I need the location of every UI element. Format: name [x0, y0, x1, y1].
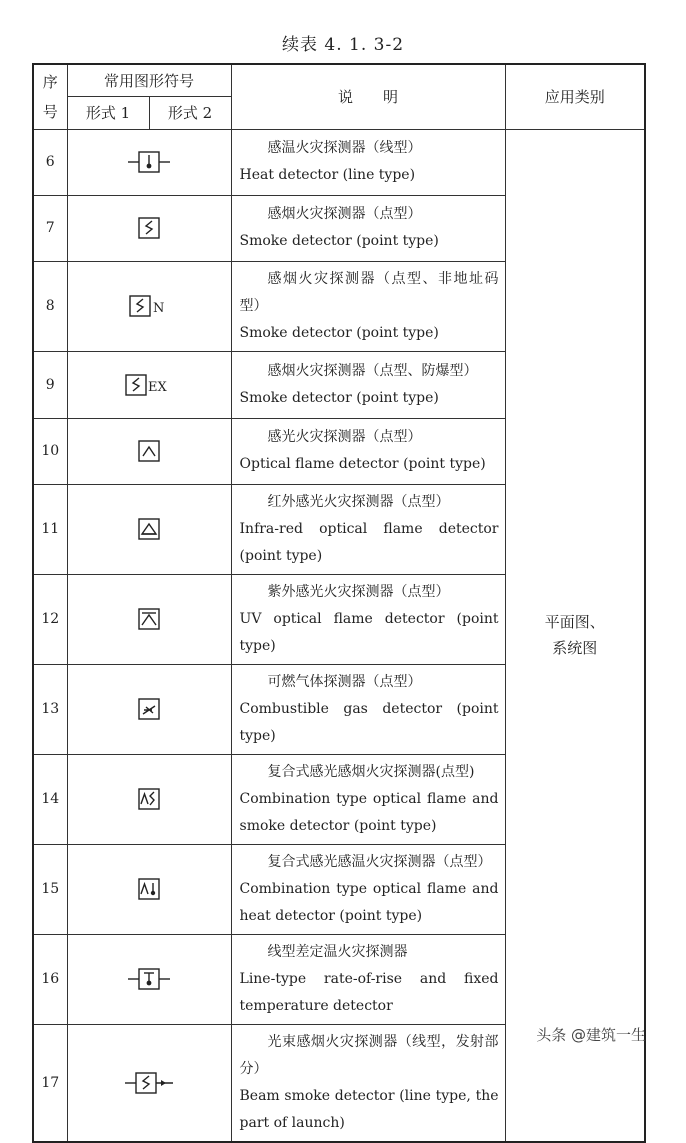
description-zh: 复合式感光感烟火灾探测器(点型) [267, 763, 475, 780]
symbol-cell [67, 754, 231, 844]
description-en: Smoke detector (point type) [239, 233, 439, 249]
description-zh: 可燃气体探测器（点型） [267, 673, 422, 690]
row-number: 8 [33, 261, 67, 351]
smoke-detector-explosion-proof-icon [68, 370, 231, 400]
optical-heat-combination-icon [68, 874, 231, 904]
beam-smoke-launch-icon [68, 1068, 231, 1098]
description-cell [231, 351, 505, 418]
description-zh: 感光火灾探测器（点型） [267, 429, 422, 445]
description-zh: 感烟火灾探测器（点型、防爆型） [267, 362, 478, 379]
row-number: 12 [33, 574, 67, 664]
row-number: 11 [33, 484, 67, 574]
row-number: 13 [33, 664, 67, 754]
description-cell [231, 844, 505, 934]
row-number: 10 [33, 418, 67, 484]
row-number: 15 [33, 844, 67, 934]
gas-detector-icon [68, 694, 231, 724]
symbol-cell [67, 1024, 231, 1142]
row-number: 7 [33, 195, 67, 261]
description-zh: 感烟火灾探测器（点型、非地址码型） [239, 270, 499, 314]
description-cell [231, 129, 505, 195]
description-en: Beam smoke detector (line type, the part of launch) [239, 1087, 499, 1131]
description-cell [231, 934, 505, 1024]
description-zh: 复合式感光感温火灾探测器（点型） [267, 853, 492, 870]
row-number: 17 [33, 1024, 67, 1142]
description-zh: 线型差定温火灾探测器 [267, 943, 408, 960]
row-number: 14 [33, 754, 67, 844]
description-en: Line-type rate-of-rise and fixed temperature detector [239, 970, 499, 1014]
optical-flame-detector-icon [68, 436, 231, 466]
description-en: Combustible gas detector (point type) [239, 700, 499, 744]
optical-smoke-combination-icon [68, 784, 231, 814]
symbol-cell [67, 195, 231, 261]
description-cell [231, 484, 505, 574]
watermark-footer: 头条 @建筑一生 [536, 1026, 646, 1044]
description-en: Optical flame detector (point type) [239, 456, 486, 472]
description-cell [231, 261, 505, 351]
infrared-flame-detector-icon [68, 514, 231, 544]
header-form1: 形式 1 [67, 96, 149, 129]
symbol-cell [67, 664, 231, 754]
svg-text:EX: EX [148, 379, 167, 395]
uv-flame-detector-icon [68, 604, 231, 634]
symbol-cell [67, 351, 231, 418]
header-index: 序号 [33, 64, 67, 129]
row-number: 16 [33, 934, 67, 1024]
category-label: 平面图、系统图 [544, 613, 605, 657]
symbol-cell [67, 484, 231, 574]
symbol-cell [67, 129, 231, 195]
category-cell [505, 129, 645, 1142]
smoke-detector-icon [68, 213, 231, 243]
description-en: Heat detector (line type) [239, 167, 416, 183]
description-cell [231, 664, 505, 754]
symbol-cell [67, 261, 231, 351]
table-row [33, 129, 645, 195]
description-zh: 光束感烟火灾探测器（线型，发射部分） [239, 1033, 499, 1077]
description-zh: 感温火灾探测器（线型） [267, 140, 422, 156]
symbol-cell [67, 844, 231, 934]
description-cell [231, 1024, 505, 1142]
symbol-table [32, 63, 646, 1143]
row-number: 6 [33, 129, 67, 195]
rate-of-rise-detector-icon [68, 964, 231, 994]
description-cell [231, 574, 505, 664]
description-zh: 紫外感光火灾探测器（点型） [267, 583, 450, 600]
description-en: Smoke detector (point type) [239, 389, 439, 406]
description-zh: 感烟火灾探测器（点型） [267, 206, 422, 222]
smoke-detector-non-address-icon [68, 291, 231, 321]
description-en: UV optical flame detector (point type) [239, 610, 499, 654]
description-zh: 红外感光火灾探测器（点型） [267, 493, 450, 510]
symbol-cell [67, 934, 231, 1024]
symbol-cell [67, 574, 231, 664]
description-cell [231, 418, 505, 484]
description-en: Combination type optical flame and heat detector (point type) [239, 880, 499, 924]
svg-text:N: N [153, 301, 165, 316]
description-cell [231, 195, 505, 261]
description-en: Smoke detector (point type) [239, 324, 439, 341]
description-cell [231, 754, 505, 844]
row-number: 9 [33, 351, 67, 418]
header-form2: 形式 2 [149, 96, 231, 129]
heat-detector-line-icon [68, 147, 231, 177]
description-en: Infra-red optical flame detector (point type) [239, 520, 499, 564]
description-en: Combination type optical flame and smoke detector (point type) [239, 790, 499, 834]
symbol-cell [67, 418, 231, 484]
header-symbol-group: 常用图形符号 [67, 64, 231, 96]
header-description: 说 明 [231, 64, 505, 129]
table-title: 续表 4. 1. 3-2 [281, 35, 405, 55]
header-category: 应用类别 [505, 64, 645, 129]
